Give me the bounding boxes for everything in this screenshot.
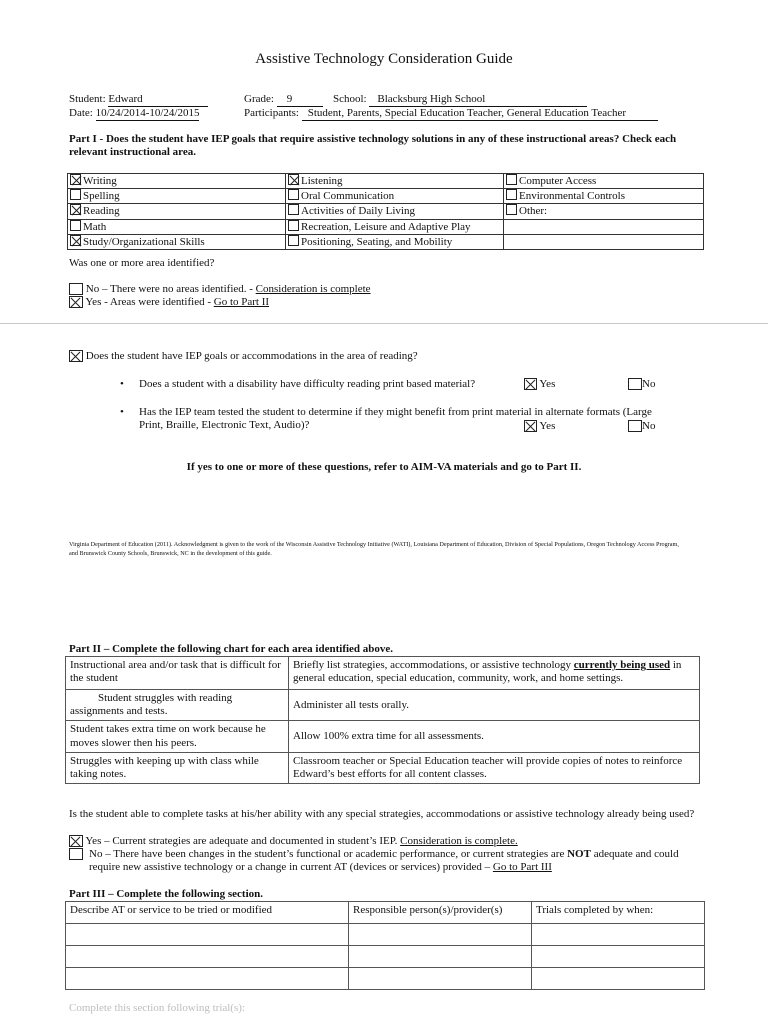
task-cell: Struggles with keeping up with class while taking notes. — [66, 752, 289, 783]
adequate-yes-option[interactable] — [69, 835, 518, 848]
area-checkbox[interactable] — [506, 189, 517, 200]
school-field — [333, 93, 587, 107]
area-checkbox[interactable] — [70, 235, 81, 246]
yes-areas-checkbox[interactable] — [69, 296, 83, 308]
page-title: Assistive Technology Consideration Guide — [255, 51, 513, 67]
area-cell — [504, 234, 704, 249]
bullet1-no-option[interactable] — [628, 378, 655, 391]
instructional-areas-table — [67, 173, 704, 250]
table-row — [66, 752, 700, 783]
area-cell[interactable] — [68, 234, 286, 249]
participants-label: Participants: — [244, 107, 299, 119]
table-row — [66, 721, 700, 752]
area-cell[interactable] — [286, 189, 504, 204]
area-cell[interactable] — [68, 189, 286, 204]
trial-cell[interactable] — [66, 946, 349, 968]
strategies-col2-header: Briefly list strategies, accommodations, or assistive technology currently being used in general education, special education, community, work, and home settings. — [289, 657, 700, 690]
area-cell[interactable] — [68, 204, 286, 219]
identified-question: Was one or more area identified? — [69, 257, 215, 269]
trial-cell[interactable] — [66, 968, 349, 990]
area-cell[interactable] — [286, 234, 504, 249]
student-field — [69, 93, 208, 107]
area-checkbox[interactable] — [506, 174, 517, 185]
go-to-part2-link[interactable]: Go to Part II — [213, 296, 270, 308]
no-areas-text: No – There were no areas identified. - — [85, 283, 256, 295]
go-to-part3-link[interactable]: Go to Part III — [492, 861, 552, 874]
area-label: Other: — [519, 205, 548, 218]
bullet-dot: • — [120, 378, 124, 390]
bullet1-no-checkbox[interactable] — [628, 378, 642, 390]
area-label: Spelling — [83, 190, 120, 203]
school-value: Blacksburg High School — [369, 93, 587, 107]
bullet1-yes-label: Yes — [539, 378, 556, 390]
area-label: Oral Communication — [301, 190, 395, 203]
bullet1-no-label: No — [642, 378, 656, 390]
area-checkbox[interactable] — [288, 174, 299, 185]
participants-field — [244, 107, 658, 121]
date-label: Date: — [69, 107, 93, 119]
adequate-no-checkbox-wrap[interactable] — [69, 848, 85, 861]
area-label: Activities of Daily Living — [301, 205, 415, 218]
trials-table — [65, 901, 705, 990]
area-label: Environmental Controls — [519, 190, 626, 203]
student-value: Edward — [108, 93, 208, 107]
school-label: School: — [333, 93, 367, 105]
bullet2-no-option[interactable] — [628, 420, 655, 433]
aim-va-instruction: If yes to one or more of these questions, refer to AIM-VA materials and go to Part II. — [186, 461, 582, 473]
consideration-complete-link[interactable]: Consideration is complete — [255, 283, 371, 295]
bullet2-yes-label: Yes — [539, 420, 556, 432]
area-label: Listening — [301, 175, 343, 187]
area-cell[interactable] — [504, 189, 704, 204]
page-divider — [0, 323, 768, 324]
area-checkbox[interactable] — [288, 220, 299, 231]
yes-areas-option[interactable] — [69, 296, 269, 309]
adequate-no-text: No – There have been changes in the student’s functional or academic performance, or current strategies are NOT adequate and could require new assistive technology or a change in current AT (devices or services) provided – Go to Part III — [89, 848, 679, 874]
trial-cell[interactable] — [349, 924, 532, 946]
area-label: Study/Organizational Skills — [83, 235, 205, 248]
adequate-yes-text: Yes – Current strategies are adequate and documented in student’s IEP. — [85, 835, 401, 847]
strategies-col1-header: Instructional area and/or task that is difficult for the student — [66, 657, 289, 690]
task-cell: Student takes extra time on work because he moves slower then his peers. — [66, 721, 289, 752]
bullet2-no-label: No — [642, 420, 656, 432]
participants-value: Student, Parents, Special Education Teacher, General Education Teacher — [302, 107, 658, 121]
grade-label: Grade: — [244, 93, 274, 105]
table-row — [66, 946, 705, 968]
strategy-cell: Allow 100% extra time for all assessments. — [289, 721, 700, 752]
area-label: Reading — [83, 205, 120, 218]
trial-cell[interactable] — [532, 924, 705, 946]
area-checkbox[interactable] — [70, 220, 81, 231]
reading-checkbox[interactable] — [69, 350, 83, 362]
area-row — [68, 204, 704, 219]
yes-areas-text: Yes - Areas were identified - — [85, 296, 214, 308]
task-cell: Student struggles with reading assignments and tests. — [66, 690, 289, 721]
table-row — [66, 690, 700, 721]
area-checkbox[interactable] — [288, 235, 299, 246]
area-cell[interactable] — [504, 174, 704, 189]
trial-cell[interactable] — [532, 946, 705, 968]
grade-field — [244, 93, 323, 107]
area-checkbox[interactable] — [70, 174, 81, 185]
bullet2-yes-option[interactable] — [524, 420, 555, 433]
area-cell[interactable] — [286, 219, 504, 234]
bullet1-yes-checkbox[interactable] — [524, 378, 537, 390]
area-label: Positioning, Seating, and Mobility — [301, 235, 453, 248]
trials-header-describe: Describe AT or service to be tried or modified — [66, 902, 349, 924]
table-row — [66, 968, 705, 990]
area-row — [68, 234, 704, 249]
area-cell[interactable] — [68, 174, 286, 189]
grade-value: 9 — [277, 93, 323, 107]
bullet-dot: • — [120, 406, 124, 418]
trials-header-responsible: Responsible person(s)/provider(s) — [349, 902, 532, 924]
student-label: Student: — [69, 93, 106, 105]
trial-cell[interactable] — [532, 968, 705, 990]
reading-bullet-1: Does a student with a disability have difficulty reading print based material? — [139, 378, 476, 390]
trials-header-completed: Trials completed by when: — [532, 902, 705, 924]
strategies-table — [65, 656, 700, 784]
strategy-cell: Classroom teacher or Special Education teacher will provide copies of notes to reinforce Edward’s best efforts for all content classes. — [289, 752, 700, 783]
area-checkbox[interactable] — [288, 204, 299, 215]
area-cell[interactable] — [504, 204, 704, 219]
area-cell[interactable] — [286, 204, 504, 219]
area-cell[interactable] — [68, 219, 286, 234]
strategy-cell: Administer all tests orally. — [289, 690, 700, 721]
no-areas-option[interactable] — [69, 283, 371, 296]
area-checkbox[interactable] — [70, 204, 81, 215]
bullet2-no-checkbox[interactable] — [628, 420, 642, 432]
bullet2-yes-checkbox[interactable] — [524, 420, 537, 432]
area-label: Recreation, Leisure and Adaptive Play — [301, 220, 471, 233]
part3-footer-text: Complete this section following trial(s): — [69, 1002, 245, 1014]
part3-heading: Part III – Complete the following section. — [69, 888, 264, 900]
trial-cell[interactable] — [66, 924, 349, 946]
adequate-no-checkbox[interactable] — [69, 848, 83, 860]
table-row — [66, 924, 705, 946]
no-areas-checkbox[interactable] — [69, 283, 83, 295]
area-checkbox[interactable] — [70, 189, 81, 200]
area-row — [68, 174, 704, 189]
reading-question: Does the student have IEP goals or accommodations in the area of reading? — [85, 350, 418, 362]
bullet1-yes-option[interactable] — [524, 378, 555, 391]
consideration-complete-link[interactable]: Consideration is complete. — [400, 835, 518, 847]
footnote: Virginia Department of Education (2011). Acknowledgment is given to the work of the Wisconsin Assistive Technology Initiative (WATI), Louisiana Department of Education, Division of Special Populations, Oregon Technology Access Program, and Brunswick County Schools, Brunswick, NC in the development of this guide. — [69, 541, 679, 558]
date-field — [69, 107, 199, 121]
area-row — [68, 219, 704, 234]
reading-bullet-2: Has the IEP team tested the student to determine if they might benefit from print material in alternate formats (Large Print, Braille, Electronic Text, Audio)? — [139, 406, 652, 432]
adequate-yes-checkbox[interactable] — [69, 835, 83, 847]
area-checkbox[interactable] — [506, 204, 517, 215]
trial-cell[interactable] — [349, 968, 532, 990]
part1-heading: Part I - Does the student have IEP goals that require assistive technology solutions in any of these instructional areas? Check each relevant instructional area. — [69, 133, 677, 159]
area-cell — [504, 219, 704, 234]
area-label: Computer Access — [519, 175, 597, 187]
area-checkbox[interactable] — [288, 189, 299, 200]
able-question: Is the student able to complete tasks at his/her ability with any special strategies, accommodations or assistive technology already being used? — [69, 808, 695, 820]
reading-question-row[interactable] — [69, 350, 418, 363]
trial-cell[interactable] — [349, 946, 532, 968]
area-row — [68, 189, 704, 204]
area-label: Math — [83, 220, 107, 233]
area-cell[interactable] — [286, 174, 504, 189]
area-label: Writing — [83, 175, 117, 187]
part2-heading: Part II – Complete the following chart for each area identified above. — [69, 643, 394, 655]
date-value: 10/24/2014-10/24/2015 — [96, 107, 200, 121]
